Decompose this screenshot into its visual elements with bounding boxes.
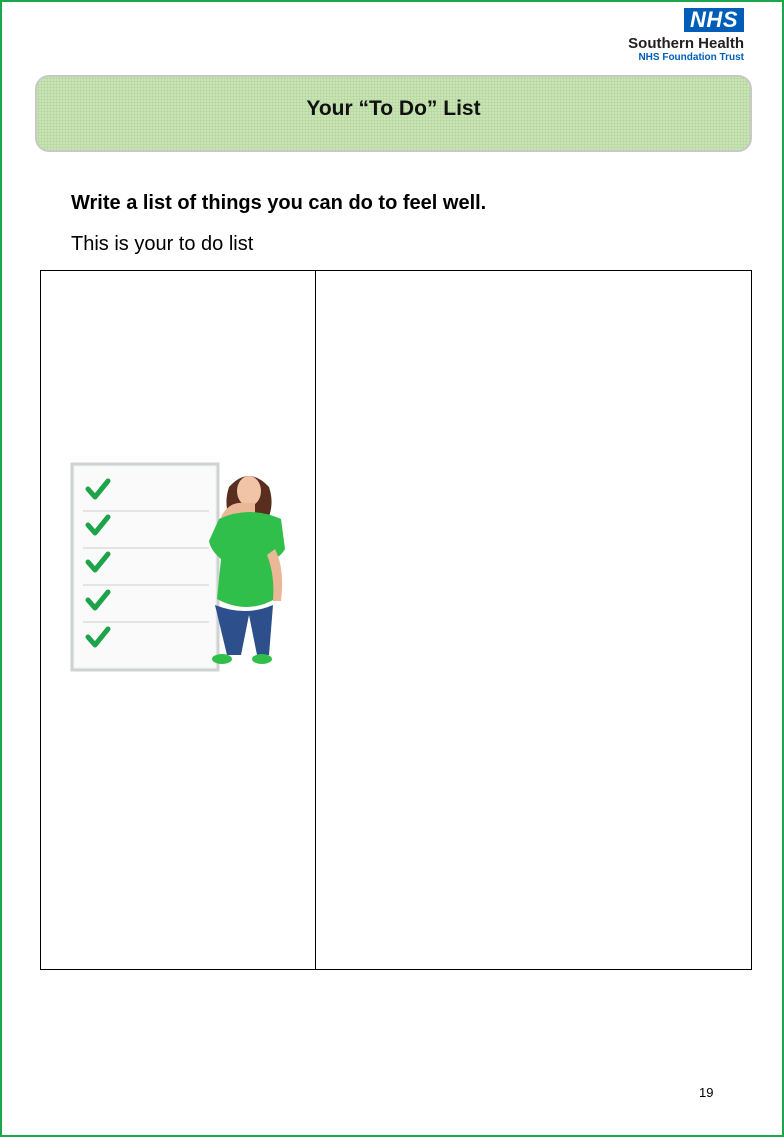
organisation-name: Southern Health <box>628 35 744 52</box>
instruction-heading: Write a list of things you can do to feel well. <box>71 192 487 214</box>
title-banner <box>35 75 752 152</box>
nhs-logo <box>614 8 744 64</box>
nhs-badge: NHS <box>684 8 744 32</box>
illustration-cell <box>41 271 316 969</box>
organisation-subtitle: NHS Foundation Trust <box>638 52 744 63</box>
page-title: Your “To Do” List <box>306 96 481 120</box>
person-figure <box>209 476 285 664</box>
page-number: 19 <box>699 1085 714 1100</box>
todo-writing-cell[interactable] <box>316 271 751 969</box>
checklist-person-illustration <box>69 459 291 681</box>
todo-table <box>40 270 752 970</box>
instruction-subtext: This is your to do list <box>71 233 254 255</box>
